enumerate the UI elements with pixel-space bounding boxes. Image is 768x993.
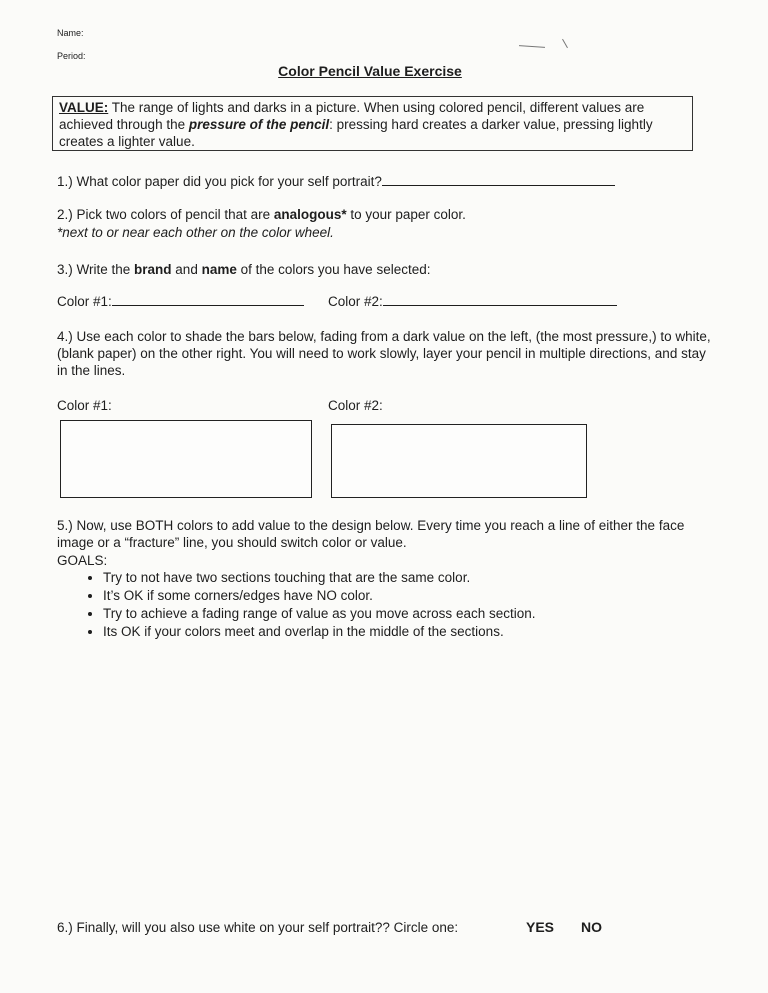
goal-item: • Try to not have two sections touching that are the same color. [103,569,717,587]
definition-text-2: : pressing hard creates a darker value, pressing lightly creates a lighter value. [59,117,653,149]
question-2-bold-word: analogous* [273,207,347,222]
question-4-text: 4.) Use each color to shade the bars below, fading from a dark value on the left, (the most pressure,) to white, (blank paper) on the other right. You will need to work slowly, layer your pencil in multiple directions, and stay in the lines. [57,329,711,378]
question-1-text: 1.) What color paper did you pick for your self portrait? [57,174,382,189]
question-3-suffix: of the colors you have selected: [236,262,431,277]
paper-color-answer-line[interactable] [382,173,615,186]
bar-1-label: Color #1: [57,398,112,413]
question-1 [57,173,615,190]
color-2-label: Color #2: [328,294,383,309]
period-label: Period: [57,51,86,61]
question-6-text: 6.) Finally, will you also use white on your self portrait?? Circle one: [57,920,459,935]
bar-2-label: Color #2: [328,398,383,413]
color-1-answer-line[interactable] [112,293,304,306]
question-2-text-after: to your paper color. [346,207,466,222]
question-2-text-before: 2.) Pick two colors of pencil that are [57,207,274,222]
analogous-footnote: *next to or near each other on the color wheel. [57,225,334,240]
shading-bar-color-2[interactable] [331,424,587,498]
shading-bar-color-1[interactable] [60,420,312,498]
no-option[interactable]: NO [581,919,602,935]
question-2 [57,206,466,223]
goals-list [57,569,717,641]
question-3-name: name [201,262,237,277]
goals-label: GOALS: [57,553,108,568]
goal-item: • It’s OK if some corners/edges have NO color. [103,587,717,605]
color-1-label: Color #1: [57,294,112,309]
question-3-brand: brand [134,262,172,277]
page-title: Color Pencil Value Exercise [278,63,462,79]
question-3-prefix: 3.) Write the [57,262,135,277]
value-definition-box [52,96,693,151]
color-1-row [57,293,304,310]
question-3 [57,261,430,278]
color-2-row [328,293,617,310]
yes-option[interactable]: YES [526,919,555,935]
question-5-text: 5.) Now, use BOTH colors to add value to the design below. Every time you reach a line of either the face image or a “fracture” line, you should switch color or value. [57,518,685,550]
stray-mark [562,39,568,48]
goal-item: • Try to achieve a fading range of value as you move across each section. [103,605,717,623]
definition-text-1: The range of lights and darks in a picture. When using colored pencil, different values are achieved through the [59,100,645,132]
stray-mark [519,45,545,48]
definition-emphasis: pressure of the pencil [188,117,330,132]
color-2-answer-line[interactable] [383,293,617,306]
question-3-and: and [171,262,202,277]
definition-term: VALUE: [59,100,109,115]
name-label: Name: [57,28,84,38]
design-area[interactable] [57,650,717,900]
goals-list-container [57,569,717,641]
goal-item: • Its OK if your colors meet and overlap in the middle of the sections. [103,623,717,641]
